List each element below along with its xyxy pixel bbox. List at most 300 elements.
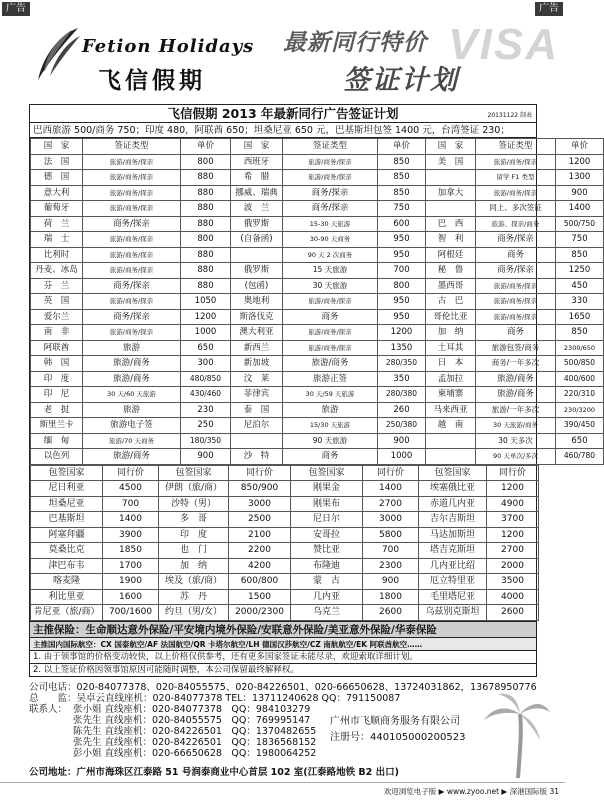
column-header: 单价	[556, 139, 604, 155]
table-cell: 布隆迪	[291, 558, 363, 574]
table-cell: 智 利	[426, 232, 476, 248]
table-cell: 土耳其	[426, 340, 476, 356]
table-cell	[426, 433, 476, 449]
table-cell: 尼日利亚	[31, 481, 103, 497]
table-cell: 旅游/商务	[476, 387, 556, 403]
table-cell: 650	[181, 340, 231, 356]
table-cell: 苏 丹	[159, 589, 229, 605]
table-cell: 旅游正签	[283, 371, 378, 387]
table-cell: 1000	[378, 449, 426, 465]
table-cell: 利比里亚	[31, 589, 103, 605]
table-cell: 丹麦、冰岛	[31, 263, 83, 279]
table-cell: 葡萄牙	[31, 201, 83, 217]
table-cell: 1850	[103, 543, 159, 559]
table-cell: 2500	[229, 512, 291, 528]
table-cell: 乌兹别克斯坦	[419, 605, 487, 621]
table-cell: 斯洛伐克	[231, 309, 283, 325]
visa-table-row	[31, 185, 604, 201]
table-cell: 2300/650	[556, 340, 604, 356]
ad-tag-right: 广告	[535, 2, 563, 16]
table-cell: 850	[556, 325, 604, 341]
table-cell: 吉尔吉斯坦	[419, 512, 487, 528]
table-cell: 旅游/70 天商务	[83, 433, 181, 449]
insurance-band: 主推保险：生命顺达意外保险/平安境内境外保险/安联意外保险/美亚意外保险/华泰保险	[30, 621, 536, 637]
wing-logo-icon	[32, 26, 82, 82]
table-cell: 津巴布韦	[31, 558, 103, 574]
column-header: 签证类型	[476, 139, 556, 155]
table-cell: 汶 莱	[231, 371, 283, 387]
table-cell: 哥伦比亚	[426, 309, 476, 325]
table-cell: 也 门	[159, 543, 229, 559]
table-cell: 旅游/商务/探亲	[283, 294, 378, 310]
column-header: 国 家	[231, 139, 283, 155]
table-cell: 安哥拉	[291, 527, 363, 543]
table-cell: 日 本	[426, 356, 476, 372]
table-cell: 950	[378, 232, 426, 248]
table-cell	[426, 201, 476, 217]
table-cell: 商务/探亲	[283, 201, 378, 217]
column-header: 包签国家	[291, 465, 363, 481]
table-cell: 230	[181, 402, 231, 418]
column-header: 包签国家	[31, 465, 103, 481]
table-cell: 950	[378, 294, 426, 310]
table-cell: 巴 西	[426, 216, 476, 232]
table-cell: 400/600	[556, 371, 604, 387]
table-cell: 15 天旅游	[283, 263, 378, 279]
table-cell: 泰 国	[231, 402, 283, 418]
table-cell: 880	[181, 201, 231, 217]
table-cell: 韩 国	[31, 356, 83, 372]
table-cell: 印 度	[31, 371, 83, 387]
table-cell: 880	[181, 247, 231, 263]
table-cell: 850	[378, 185, 426, 201]
table-cell: 1000	[181, 325, 231, 341]
table-cell: 印 度	[159, 527, 229, 543]
visa-table-row	[31, 325, 604, 341]
table-cell: 250/380	[378, 418, 426, 434]
table-cell: 阿联酋	[31, 340, 83, 356]
column-header: 签证类型	[283, 139, 378, 155]
table-cell: 1700	[103, 558, 159, 574]
table-cell: 柬埔寨	[426, 387, 476, 403]
table-cell: 古 巴	[426, 294, 476, 310]
director-line: 总 监：吴卓云直线座机：020-84077378 TEL：13711240628 QQ：791150087	[29, 693, 401, 704]
contact-person: 彭小姐 直线座机：020-66650628 QQ：1980064252	[73, 748, 317, 759]
table-cell: 多 哥	[159, 512, 229, 528]
table-cell: 2100	[229, 527, 291, 543]
visa-table-row	[31, 371, 604, 387]
table-cell: 90 天 2 次商务	[283, 247, 378, 263]
table-cell: 几内亚比绍	[419, 558, 487, 574]
table-cell: 旅游/商务/探亲	[83, 232, 181, 248]
contact-person: 张小姐 直线座机：020-84077378 QQ：984103279	[73, 704, 311, 715]
table-cell: (自备函)	[231, 232, 283, 248]
table-cell: 旅游/商务/探亲	[476, 278, 556, 294]
table-cell	[426, 449, 476, 465]
visa-table-row	[31, 247, 604, 263]
table-cell: 英 国	[31, 294, 83, 310]
title-text: 飞信假期 2013 年最新同行广告签证计划	[167, 106, 399, 121]
express-line: 巴西旅游 500/商务 750；印度 480，阿联酋 650；坦桑尼亚 650 元，巴基斯坦包签 1400 元，台湾签证 230；	[30, 123, 536, 138]
table-cell: 赤道几内亚	[419, 496, 487, 512]
table-cell: 斯里兰卡	[31, 418, 83, 434]
note-2: 2. 以上签证价格因领事馆原因可能随时调整，本公司保留最终解释权。	[30, 663, 536, 676]
visa-table-row	[31, 449, 604, 465]
column-header: 包签国家	[159, 465, 229, 481]
table-cell: 1200	[487, 481, 539, 497]
contact-person: 陈先生 直线座机：020-84226501 QQ：1370482655	[73, 726, 317, 737]
table-cell: 德 国	[31, 170, 83, 186]
table-cell: 奥地利	[231, 294, 283, 310]
table-cell: 意大利	[31, 185, 83, 201]
table-cell: 阿塞拜疆	[31, 527, 103, 543]
table-cell: 旅游/商务	[83, 356, 181, 372]
column-header: 包签国家	[419, 465, 487, 481]
column-header: 国 家	[31, 139, 83, 155]
company-info	[330, 714, 465, 746]
table-cell: 加 纳	[159, 558, 229, 574]
table-cell: 2600	[487, 605, 539, 621]
column-header: 同行价	[103, 465, 159, 481]
table-cell: 瑞 士	[31, 232, 83, 248]
table-cell: 商务/探亲	[283, 185, 378, 201]
table-cell: 约旦（男/女）	[159, 605, 229, 621]
table-cell: 商务/探亲	[476, 263, 556, 279]
headline-1: 最新同行特价	[283, 30, 427, 56]
table-cell: 越 南	[426, 418, 476, 434]
table-cell: 几内亚	[291, 589, 363, 605]
table-cell: 500/750	[556, 216, 604, 232]
table-cell: 880	[181, 170, 231, 186]
table-cell: 1800	[363, 589, 419, 605]
table-cell: 1400	[103, 512, 159, 528]
table-cell: 3500	[487, 574, 539, 590]
table-cell: 800	[181, 154, 231, 170]
contacts-list	[73, 704, 316, 759]
table-cell: 旅游/商务	[476, 371, 556, 387]
visa-table-row	[31, 232, 604, 248]
table-cell: 850	[556, 247, 604, 263]
table-cell: 1300	[556, 170, 604, 186]
table-cell: 刚果布	[291, 496, 363, 512]
table-cell: 荷 兰	[31, 216, 83, 232]
header-banner	[0, 14, 565, 100]
table-cell: 950	[378, 309, 426, 325]
contact-person: 张先生 直线座机：020-84226501 QQ：1836568152	[73, 737, 317, 748]
table-cell: (包函)	[231, 278, 283, 294]
table-cell: 乌克兰	[291, 605, 363, 621]
table-cell: 800	[181, 232, 231, 248]
table-cell: 30-90 天商务	[283, 232, 378, 248]
table-cell: 马来西亚	[426, 402, 476, 418]
visa-price-sheet	[29, 104, 596, 677]
table-cell: 30 天/60 天旅游	[83, 387, 181, 403]
table-cell: 孟加拉	[426, 371, 476, 387]
package-table-row	[31, 512, 539, 528]
table-cell: 赞比亚	[291, 543, 363, 559]
package-table-row	[31, 558, 539, 574]
table-cell: 留学 F1 类型	[476, 170, 556, 186]
visa-table-row	[31, 387, 604, 403]
visa-table-row	[31, 278, 604, 294]
table-cell: 尼泊尔	[231, 418, 283, 434]
table-cell: 900	[378, 433, 426, 449]
table-cell: 880	[181, 216, 231, 232]
package-table-row	[31, 543, 539, 559]
table-cell: 肯尼亚（旅/商）	[31, 605, 103, 621]
table-cell: 180/350	[181, 433, 231, 449]
table-cell: 俄罗斯	[231, 216, 283, 232]
table-cell: 1250	[556, 263, 604, 279]
visa-table-row	[31, 356, 604, 372]
table-cell: 旅游/商务/探亲	[83, 247, 181, 263]
column-header: 国 家	[426, 139, 476, 155]
table-cell: 旅游/商务/探亲	[476, 294, 556, 310]
table-cell: 750	[378, 201, 426, 217]
visa-table-row	[31, 340, 604, 356]
table-cell: 印 尼	[31, 387, 83, 403]
table-cell: 以色列	[31, 449, 83, 465]
table-cell: 1600	[103, 589, 159, 605]
package-table-row	[31, 481, 539, 497]
table-cell: 莫桑比克	[31, 543, 103, 559]
table-cell: 3000	[229, 496, 291, 512]
airlines-line: 主推国内国际航空：CX 国泰航空/AF 法国航空/QR 卡塔尔航空/LH 德国汉莎航空/CZ 南航航空/EK 阿联酋航空……	[30, 637, 536, 650]
table-cell: 500/850	[556, 356, 604, 372]
contacts-label: 联系人：	[29, 704, 68, 715]
table-cell: 230/3200	[556, 402, 604, 418]
table-cell: 埃及（旅/商）	[159, 574, 229, 590]
table-cell: 加 纳	[426, 325, 476, 341]
visa-table-row	[31, 402, 604, 418]
table-cell: 塔吉克斯坦	[419, 543, 487, 559]
visa-table-row	[31, 294, 604, 310]
package-table-row	[31, 605, 539, 621]
table-cell: 390/450	[556, 418, 604, 434]
visa-table-row	[31, 263, 604, 279]
table-cell: 1200	[181, 309, 231, 325]
table-cell: 2200	[229, 543, 291, 559]
table-cell: 220/310	[556, 387, 604, 403]
headline-2: 签证计划	[343, 65, 459, 96]
table-cell: 950	[378, 247, 426, 263]
table-cell: 挪威、瑞典	[231, 185, 283, 201]
table-cell: 1200	[487, 527, 539, 543]
table-cell: 坦桑尼亚	[31, 496, 103, 512]
package-visa-table	[30, 465, 539, 621]
table-cell: 600/800	[229, 574, 291, 590]
table-cell: 爱尔兰	[31, 309, 83, 325]
table-cell: 马达加斯坦	[419, 527, 487, 543]
table-cell: 900	[556, 185, 604, 201]
table-cell: 1400	[556, 201, 604, 217]
table-cell: 商务/一年多次	[476, 356, 556, 372]
table-cell: 750	[556, 232, 604, 248]
column-header: 同行价	[229, 465, 291, 481]
table-cell: 商务/探亲	[476, 232, 556, 248]
sheet-title	[30, 105, 536, 123]
table-cell: 厄立特里亚	[419, 574, 487, 590]
table-cell: 3900	[103, 527, 159, 543]
table-cell: 5800	[363, 527, 419, 543]
table-cell: 600	[378, 216, 426, 232]
table-cell: 480/850	[181, 371, 231, 387]
visa-table-row	[31, 309, 604, 325]
table-cell: 250	[181, 418, 231, 434]
table-cell: 350	[378, 371, 426, 387]
company-address: 公司地址：广州市海珠区江泰路 51 号润泰商业中心首层 102 室(江泰路地铁 B2 出口)	[29, 767, 399, 778]
table-cell	[426, 170, 476, 186]
company-phone: 公司电话：020-84077378、020-84055575、020-84226501、020-66650628、13724031862，13678950776	[29, 682, 537, 693]
table-cell: 美 国	[426, 154, 476, 170]
table-cell: 法 国	[31, 154, 83, 170]
table-cell: 旅游/商务/探亲	[476, 309, 556, 325]
table-cell: 伊朗（旅/商）	[159, 481, 229, 497]
table-cell: 280/350	[378, 356, 426, 372]
table-cell: 旅游/商务/探亲	[283, 154, 378, 170]
table-cell: 喀麦隆	[31, 574, 103, 590]
visa-table-row	[31, 433, 604, 449]
table-cell: 880	[181, 278, 231, 294]
table-cell: 4500	[103, 481, 159, 497]
table-cell: 880	[181, 263, 231, 279]
ad-tag-left: 广告	[2, 2, 30, 16]
table-cell: 2700	[487, 543, 539, 559]
table-cell: 900	[363, 574, 419, 590]
table-cell: 加拿大	[426, 185, 476, 201]
table-cell: 30 天多次	[476, 433, 556, 449]
table-cell: 30 天旅游/商务	[476, 418, 556, 434]
table-cell: 旅游/商务/探亲	[83, 263, 181, 279]
table-cell: 旅游/商务/探亲	[476, 154, 556, 170]
table-cell: 旅游	[283, 402, 378, 418]
registration-no: 注册号：440105000200523	[330, 732, 466, 743]
table-cell: 1400	[363, 481, 419, 497]
table-cell: 旅游/商务	[83, 371, 181, 387]
table-cell: 430/460	[181, 387, 231, 403]
table-cell: 1200	[378, 325, 426, 341]
table-cell: 800	[378, 278, 426, 294]
table-cell: 1650	[556, 309, 604, 325]
table-cell: 900	[181, 449, 231, 465]
table-cell: 新西兰	[231, 340, 283, 356]
table-cell: 2300	[363, 558, 419, 574]
column-header: 单价	[378, 139, 426, 155]
table-cell: 阿根廷	[426, 247, 476, 263]
table-cell: 4900	[487, 496, 539, 512]
table-cell: 芬 兰	[31, 278, 83, 294]
table-cell: 旅游/一年多次	[476, 402, 556, 418]
package-table-header	[31, 465, 539, 481]
column-header: 单价	[181, 139, 231, 155]
table-cell: 700	[363, 543, 419, 559]
table-cell: 刚果金	[291, 481, 363, 497]
table-cell: 新加坡	[231, 356, 283, 372]
page-footer: 欢迎浏览电子版 ▶ www.zyoo.net ▶ 深港国际版 31	[0, 782, 565, 800]
table-cell: 旅游/商务/探亲	[283, 170, 378, 186]
table-cell: 90 天旅游	[283, 433, 378, 449]
table-cell: 30 天/59 天旅游	[283, 387, 378, 403]
table-cell: 同上、多次签证	[476, 201, 556, 217]
table-cell: 850	[378, 154, 426, 170]
table-cell: 比利时	[31, 247, 83, 263]
table-cell: 商务	[283, 449, 378, 465]
visa-table-header	[31, 139, 604, 155]
table-cell: 俄罗斯	[231, 263, 283, 279]
table-cell: 商务	[476, 325, 556, 341]
table-cell: 旅游/商务/探亲	[83, 170, 181, 186]
column-header: 签证类型	[83, 139, 181, 155]
table-cell: 老 挝	[31, 402, 83, 418]
table-cell: 旅游/商务/探亲	[83, 154, 181, 170]
table-cell: 1200	[556, 154, 604, 170]
table-cell: 260	[378, 402, 426, 418]
table-cell: 2000/2300	[229, 605, 291, 621]
table-cell: 2700	[363, 496, 419, 512]
table-cell	[231, 247, 283, 263]
table-cell: 沙特（男）	[159, 496, 229, 512]
table-cell: 蒙 古	[291, 574, 363, 590]
table-cell: 澳大利亚	[231, 325, 283, 341]
table-cell: 300	[181, 356, 231, 372]
table-cell: 旅游/商务/探亲	[283, 325, 378, 341]
package-table-row	[31, 527, 539, 543]
table-cell: 旅游/商务/探亲	[83, 294, 181, 310]
table-cell: 2000	[487, 558, 539, 574]
table-cell: 旅游/商务	[83, 449, 181, 465]
table-cell: 旅游	[83, 340, 181, 356]
table-cell: 巴基斯坦	[31, 512, 103, 528]
visa-table	[30, 138, 604, 465]
table-cell: 尼日尔	[291, 512, 363, 528]
table-cell: 4000	[487, 589, 539, 605]
package-table-row	[31, 496, 539, 512]
table-cell: 商务/探亲	[83, 278, 181, 294]
company-name: 广州市飞顺商务服务有限公司	[330, 716, 460, 727]
palm-tree-icon	[482, 690, 552, 780]
visa-table-row	[31, 201, 604, 217]
table-cell: 旅游/商务/探亲	[83, 201, 181, 217]
table-cell: 90 天单次/多次	[476, 449, 556, 465]
table-cell: 700	[378, 263, 426, 279]
table-cell: 西班牙	[231, 154, 283, 170]
table-cell: 埃塞俄比亚	[419, 481, 487, 497]
table-cell: 商务	[476, 247, 556, 263]
table-cell: 330	[556, 294, 604, 310]
table-cell: 650	[556, 433, 604, 449]
table-cell: 2600	[363, 605, 419, 621]
visa-table-row	[31, 418, 604, 434]
table-cell: 商务/探亲	[83, 216, 181, 232]
visa-table-row	[31, 170, 604, 186]
table-cell: 旅游/商务/探亲	[83, 325, 181, 341]
table-cell: 菲律宾	[231, 387, 283, 403]
table-cell: 460/780	[556, 449, 604, 465]
table-cell: 15/30 天旅游	[283, 418, 378, 434]
table-cell: 旅游	[83, 402, 181, 418]
table-cell: 旅游/商务/探亲	[476, 185, 556, 201]
table-cell: 商务	[283, 309, 378, 325]
table-cell: 700	[103, 496, 159, 512]
table-cell: 商务/探亲	[83, 309, 181, 325]
visa-watermark: VISA	[448, 20, 559, 69]
package-table-row	[31, 589, 539, 605]
note-1: 1. 由于领事馆的价格变动较快，以上价格仅供参考，还有更多国家签证未能尽录，欢迎索取详细计划。	[30, 650, 536, 663]
table-cell: 280/380	[378, 387, 426, 403]
table-cell: 沙 特	[231, 449, 283, 465]
column-header: 同行价	[487, 465, 539, 481]
table-cell: 旅游、探亲/商务	[476, 216, 556, 232]
